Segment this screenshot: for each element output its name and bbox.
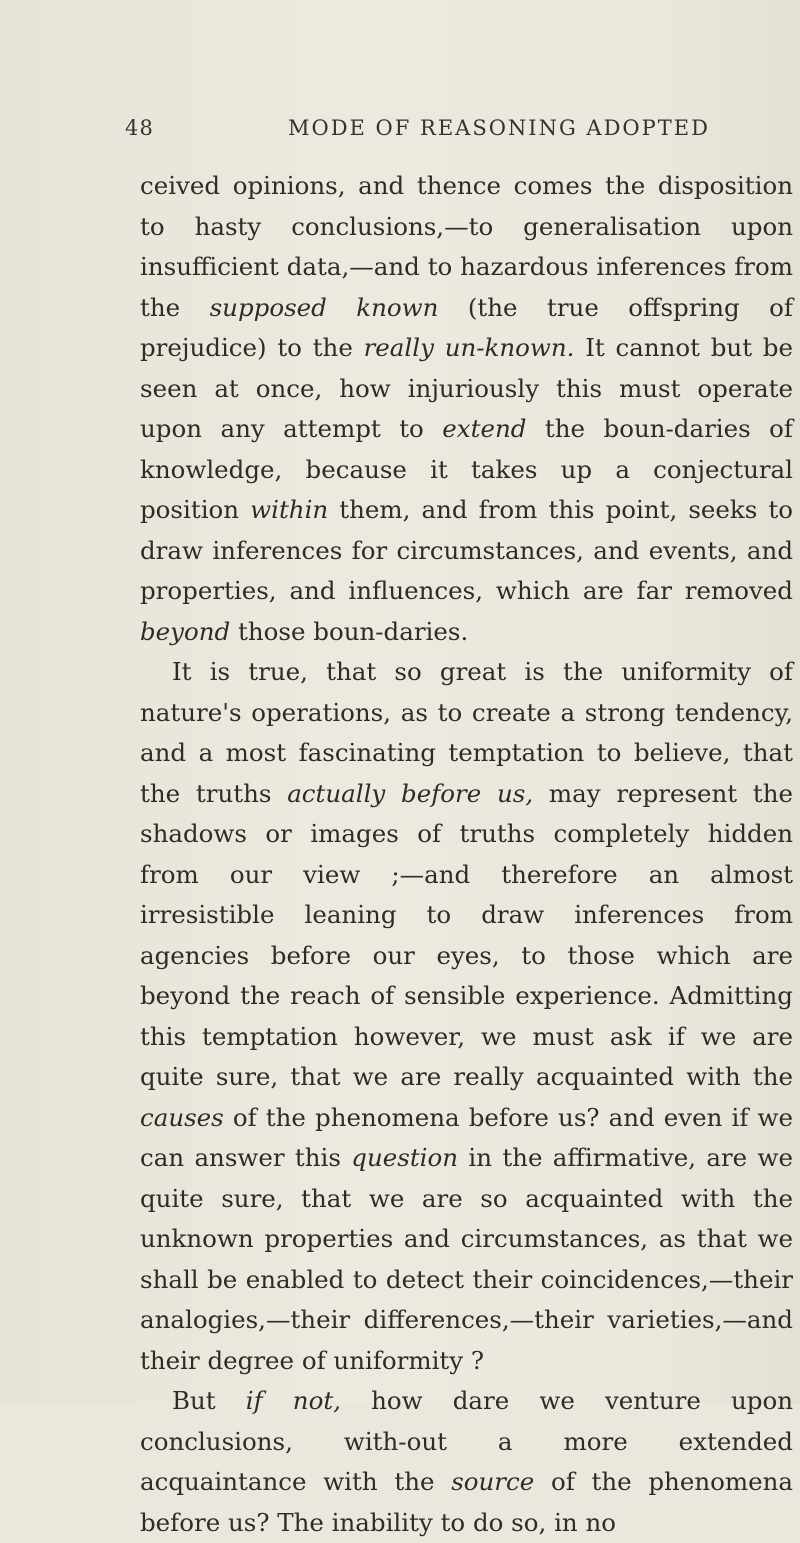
text-run: those boun-daries. — [230, 616, 469, 646]
italic-run: question — [351, 1143, 459, 1172]
italic-run: if not, — [245, 1386, 341, 1415]
italic-run: supposed known — [209, 292, 439, 322]
text-run: But — [172, 1386, 246, 1415]
text-run: may represent the shadows or images of truths completely hidden from our view ;—and therefore an almost irresistible leaning to draw inferences from agencies before our eyes, to those which are beyond the reach of sensible experience. Admitting this temptation however, we must ask if we are quite sure, that we are really acquainted with the — [140, 778, 794, 1091]
text-run: the boun-daries of knowledge, because it takes up a conjectural position — [140, 414, 793, 524]
running-head: MODE OF REASONING ADOPTED — [288, 116, 710, 140]
text-run: them, and from this point, seeks to draw inferences for circumstances, and events, and properties, and influences, which are far removed — [140, 495, 794, 605]
body-text — [140, 166, 793, 1543]
italic-run: beyond — [140, 616, 231, 646]
paragraph-3 — [140, 1381, 793, 1543]
page-number: 48 — [125, 116, 155, 140]
italic-run: really un-known. — [363, 333, 575, 362]
text-run: It cannot but be seen at once, how injuriously this must operate upon any attempt to — [140, 333, 793, 443]
text-run: of the phenomena before us? and even if we can answer this — [140, 1102, 793, 1172]
text-run: (the true offspring of prejudice) to the — [140, 292, 793, 362]
paragraph-1 — [140, 166, 793, 652]
text-run: of the phenomena before us? The inability to do so, in no — [140, 1467, 793, 1537]
italic-run: causes — [140, 1102, 224, 1132]
paragraph-2 — [140, 652, 793, 1381]
italic-run: actually before us, — [287, 778, 534, 808]
italic-run: within — [250, 495, 329, 524]
page-header — [0, 116, 800, 150]
text-run: how dare we venture upon conclusions, with-out a more extended acquaintance with the — [140, 1386, 794, 1496]
text-run: ceived opinions, and thence comes the disposition to hasty conclusions,—to generalisation upon insufficient data,—and to hazardous inferences from the — [140, 171, 793, 322]
italic-run: extend — [442, 414, 527, 443]
text-run: It is true, that so great is the uniformity of nature's operations, as to create a strong tendency, and a most fascinating temptation to believe, that the truths — [140, 657, 793, 808]
italic-run: source — [451, 1467, 535, 1496]
text-run: in the affirmative, are we quite sure, that we are so acquainted with the unknown properties and circumstances, as that we shall be enabled to detect their coincidences,—their analogies,—their differences,—their varieties,—and their degree of uniformity ? — [140, 1143, 793, 1375]
